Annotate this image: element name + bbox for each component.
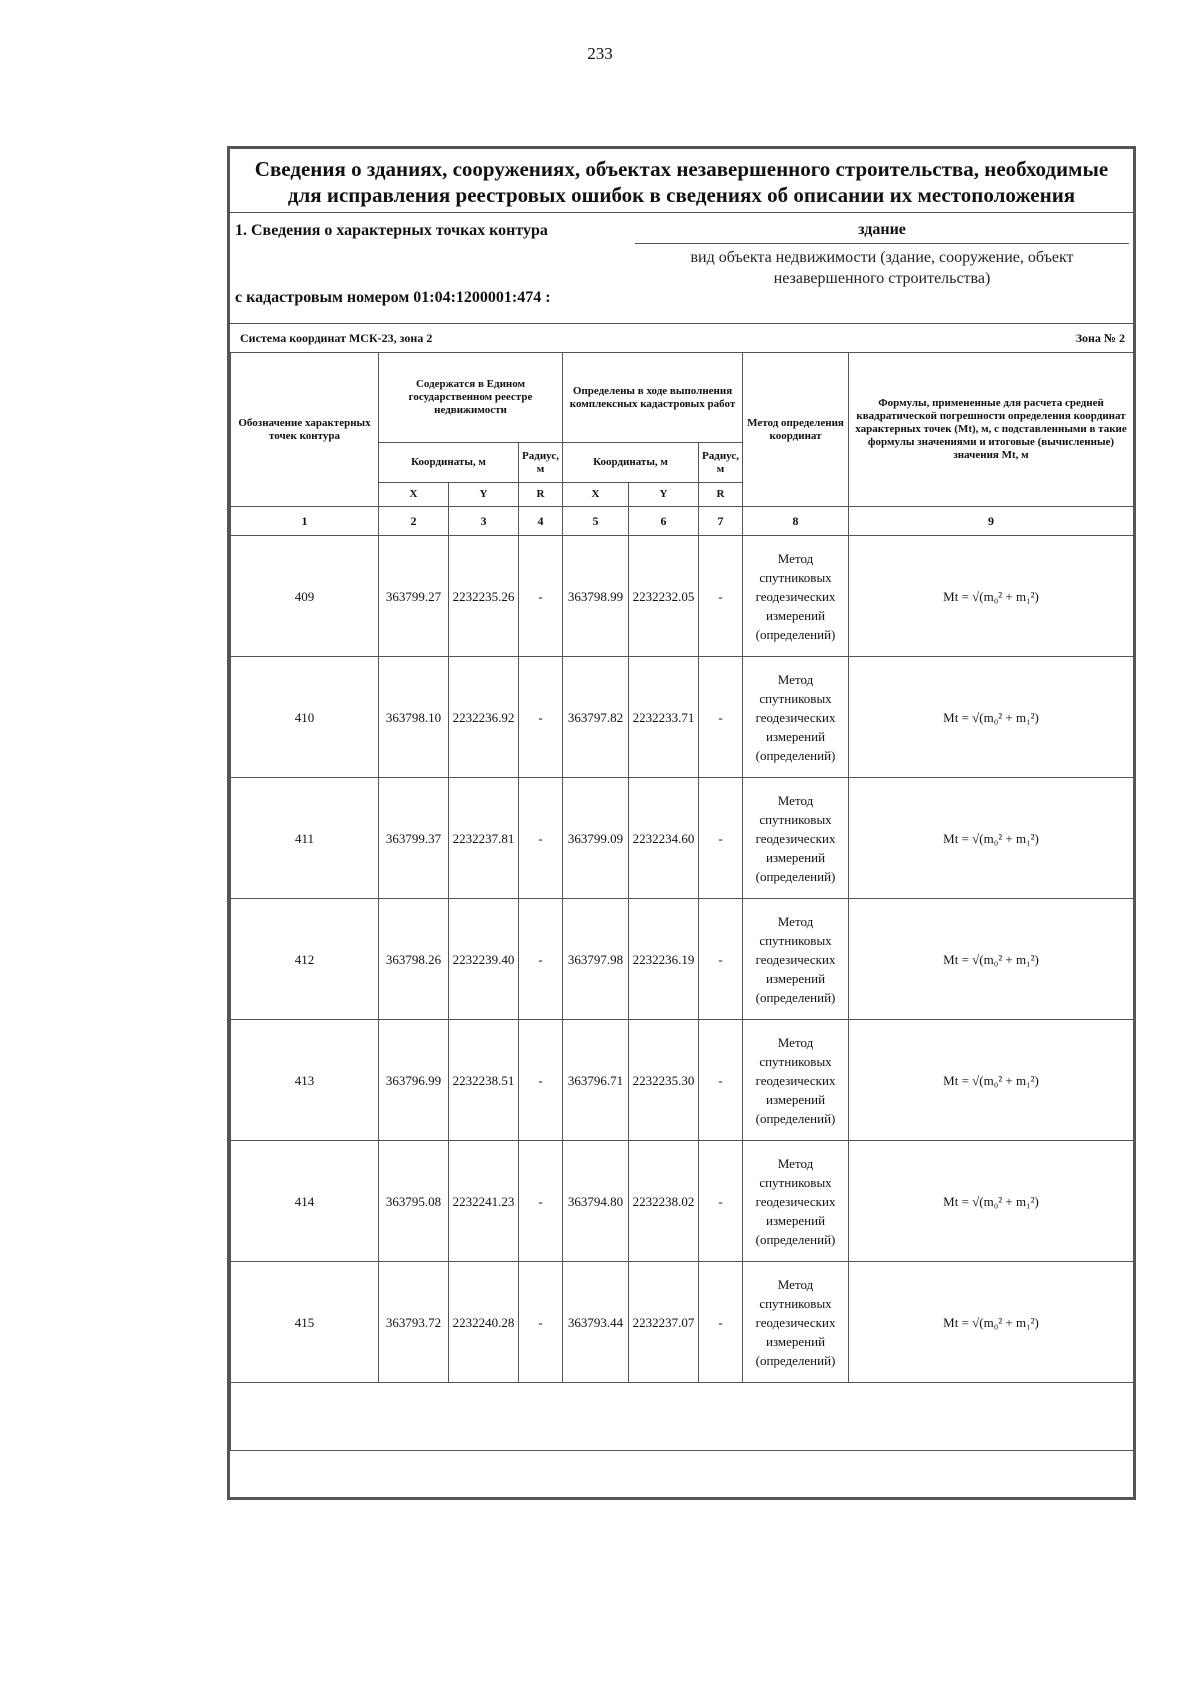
header-kkr: Определены в ходе выполнения комплексных кадастровых работ [563,353,743,443]
kkr-x: 363799.09 [563,778,629,899]
header-r-kkr: R [699,483,743,507]
kkr-y: 2232237.07 [629,1262,699,1383]
column-number: 1 [231,507,379,536]
zone-label: Зона № 2 [1075,331,1125,345]
object-info [230,213,1133,324]
header-egrn: Содержатся в Едином государственном реестре недвижимости [379,353,563,443]
egrn-x: 363796.99 [379,1020,449,1141]
kkr-radius: - [699,657,743,778]
kkr-x: 363794.80 [563,1141,629,1262]
formula-cell: Mt = √(m₀² + m₁²) [849,778,1134,899]
kkr-radius: - [699,536,743,657]
method-cell: Метод спутниковых геодезических измерений (определений) [743,1141,849,1262]
table-row [231,1141,1134,1262]
egrn-radius: - [519,778,563,899]
header-y-egrn: Y [449,483,519,507]
header-point-designation: Обозначение характерных точек контура [231,353,379,507]
egrn-y: 2232238.51 [449,1020,519,1141]
cadastral-number-label: с кадастровым номером 01:04:1200001:474 : [235,289,551,306]
kkr-y: 2232236.19 [629,899,699,1020]
formula-cell: Mt = √(m₀² + m₁²) [849,1262,1134,1383]
column-number: 4 [519,507,563,536]
points-table [230,352,1134,1451]
kkr-x: 363796.71 [563,1020,629,1141]
kkr-x: 363797.82 [563,657,629,778]
header-radius-egrn: Радиус, м [519,443,563,483]
kkr-radius: - [699,1141,743,1262]
kkr-y: 2232232.05 [629,536,699,657]
egrn-radius: - [519,1262,563,1383]
table-row [231,899,1134,1020]
header-method: Метод определения координат [743,353,849,507]
egrn-x: 363795.08 [379,1141,449,1262]
method-cell: Метод спутниковых геодезических измерений (определений) [743,536,849,657]
method-cell: Метод спутниковых геодезических измерений (определений) [743,1262,849,1383]
egrn-x: 363798.26 [379,899,449,1020]
egrn-y: 2232239.40 [449,899,519,1020]
egrn-x: 363799.27 [379,536,449,657]
egrn-x: 363799.37 [379,778,449,899]
column-number: 9 [849,507,1134,536]
egrn-x: 363793.72 [379,1262,449,1383]
column-number: 6 [629,507,699,536]
egrn-radius: - [519,899,563,1020]
header-formulas: Формулы, примененные для расчета средней квадратической погрешности определения координат характерных точек (Mt), м, с подставленными в такие формулы значениями и итоговые (вычисленные) значения Mt, м [849,353,1134,507]
header-y-kkr: Y [629,483,699,507]
point-designation: 413 [231,1020,379,1141]
object-type-value: здание [635,221,1129,244]
egrn-y: 2232241.23 [449,1141,519,1262]
table-row [231,536,1134,657]
method-cell: Метод спутниковых геодезических измерений (определений) [743,778,849,899]
method-cell: Метод спутниковых геодезических измерений (определений) [743,1020,849,1141]
header-x-egrn: X [379,483,449,507]
header-coordinates-egrn: Координаты, м [379,443,519,483]
egrn-x: 363798.10 [379,657,449,778]
page-number: 233 [587,44,613,63]
column-numbers-row [231,507,1134,536]
column-number: 3 [449,507,519,536]
kkr-y: 2232233.71 [629,657,699,778]
table-row [231,778,1134,899]
formula-cell: Mt = √(m₀² + m₁²) [849,657,1134,778]
header-r-egrn: R [519,483,563,507]
kkr-y: 2232235.30 [629,1020,699,1141]
column-number: 8 [743,507,849,536]
header-x-kkr: X [563,483,629,507]
object-type-caption: вид объекта недвижимости (здание, сооружение, объект незавершенного строительства) [690,249,1074,287]
header-radius-kkr: Радиус, м [699,443,743,483]
egrn-radius: - [519,657,563,778]
kkr-y: 2232234.60 [629,778,699,899]
point-designation: 412 [231,899,379,1020]
kkr-radius: - [699,1262,743,1383]
point-designation: 414 [231,1141,379,1262]
egrn-y: 2232236.92 [449,657,519,778]
kkr-radius: - [699,1020,743,1141]
kkr-radius: - [699,778,743,899]
table-row [231,1020,1134,1141]
point-designation: 411 [231,778,379,899]
column-number: 2 [379,507,449,536]
table-row [231,657,1134,778]
point-designation: 409 [231,536,379,657]
egrn-y: 2232235.26 [449,536,519,657]
egrn-radius: - [519,1141,563,1262]
point-designation: 415 [231,1262,379,1383]
egrn-radius: - [519,1020,563,1141]
kkr-radius: - [699,899,743,1020]
method-cell: Метод спутниковых геодезических измерений (определений) [743,657,849,778]
formula-cell: Mt = √(m₀² + m₁²) [849,899,1134,1020]
empty-row [231,1383,1134,1451]
document-frame [227,146,1136,1500]
column-number: 7 [699,507,743,536]
kkr-y: 2232238.02 [629,1141,699,1262]
coordinate-system-line [230,324,1133,352]
method-cell: Метод спутниковых геодезических измерений (определений) [743,899,849,1020]
formula-cell: Mt = √(m₀² + m₁²) [849,536,1134,657]
formula-cell: Mt = √(m₀² + m₁²) [849,1020,1134,1141]
kkr-x: 363793.44 [563,1262,629,1383]
egrn-radius: - [519,536,563,657]
table-row [231,1262,1134,1383]
egrn-y: 2232237.81 [449,778,519,899]
kkr-x: 363798.99 [563,536,629,657]
empty-cell [231,1383,1134,1451]
section-label: 1. Сведения о характерных точках контура [235,222,548,239]
document-title: Сведения о зданиях, сооружениях, объектах незавершенного строительства, необходимые для исправления реестровых ошибок в сведениях об описании их местоположения [230,149,1133,213]
column-number: 5 [563,507,629,536]
header-coordinates-kkr: Координаты, м [563,443,699,483]
formula-cell: Mt = √(m₀² + m₁²) [849,1141,1134,1262]
kkr-x: 363797.98 [563,899,629,1020]
coordinate-system: Система координат МСК-23, зона 2 [240,331,433,345]
point-designation: 410 [231,657,379,778]
egrn-y: 2232240.28 [449,1262,519,1383]
